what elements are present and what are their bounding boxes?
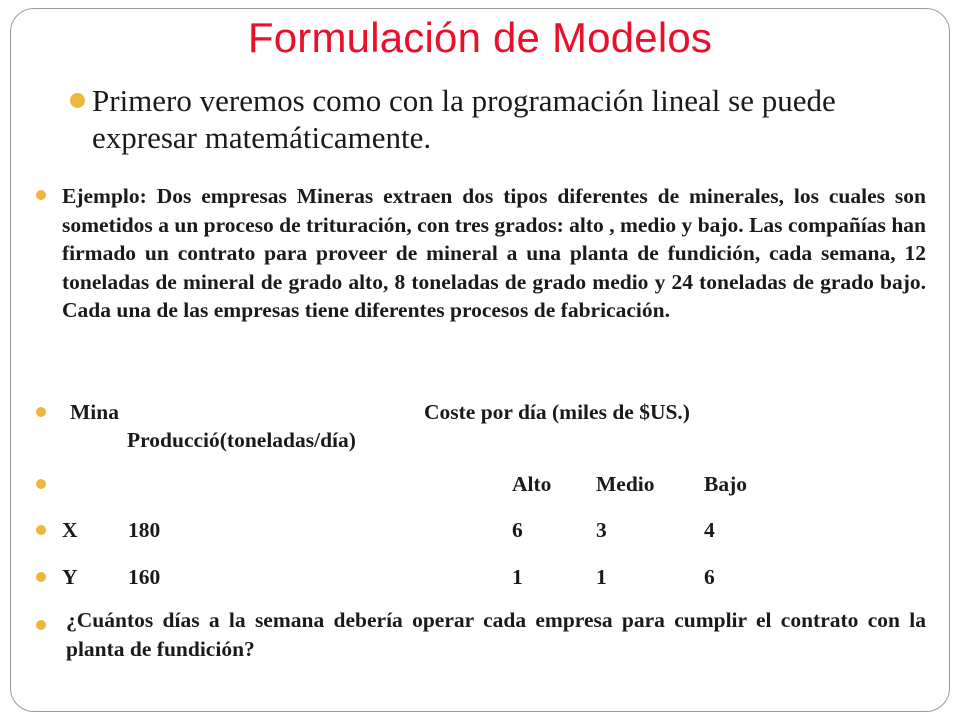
grade-bajo: Bajo — [704, 472, 747, 496]
bullet-icon — [36, 407, 46, 417]
grade-alto: Alto — [512, 472, 552, 496]
table-header-cost: Coste por día (miles de $US.) — [424, 400, 690, 424]
table-row-bajo: 4 — [704, 518, 715, 542]
table-row-alto: 1 — [512, 565, 523, 589]
bullet-icon — [70, 93, 85, 108]
bullet-icon — [36, 190, 46, 200]
table-row-medio: 1 — [596, 565, 607, 589]
bullet-icon — [36, 572, 46, 582]
table-row-cost: 180 — [128, 518, 161, 542]
table-row-mina: Y — [62, 565, 78, 589]
grade-medio: Medio — [596, 472, 655, 496]
bullet-icon — [36, 620, 46, 630]
table-row-cost: 160 — [128, 565, 161, 589]
table-header-mina: Mina — [70, 400, 119, 424]
slide-title: Formulación de Modelos — [247, 14, 713, 61]
table-row-alto: 6 — [512, 518, 523, 542]
bullet-icon — [36, 525, 46, 535]
table-row-medio: 3 — [596, 518, 607, 542]
intro-text: Primero veremos como con la programación lineal se puede expresar matemáticamente. — [92, 83, 836, 155]
example-paragraph: Ejemplo: Dos empresas Mineras extraen dos tipos diferentes de minerales, los cuales son sometidos a un proceso de trituración, con tres grados: alto , medio y bajo. Las compañías han firmado un contrato para proveer de mineral a una planta de fundición, cada semana, 12 toneladas de mineral de grado alto, 8 toneladas de grado medio y 24 toneladas de grado bajo. Cada una de las empresas tiene diferentes procesos de fabricación. — [62, 184, 926, 322]
bullet-icon — [36, 479, 46, 489]
table-row-mina: X — [62, 518, 78, 542]
table-header-production: Producció(toneladas/día) — [127, 428, 356, 452]
table-row-bajo: 6 — [704, 565, 715, 589]
question-text: ¿Cuántos días a la semana debería operar cada empresa para cumplir el contrato con la planta de fundición? — [66, 608, 926, 661]
